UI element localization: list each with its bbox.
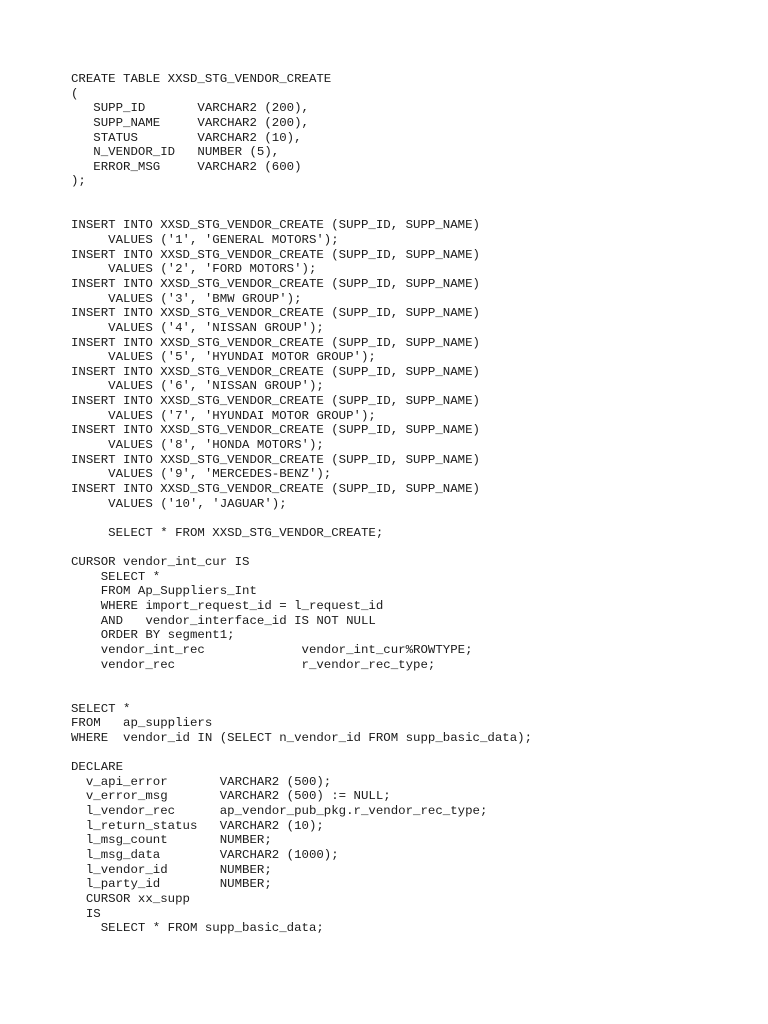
code-line: VALUES ('3', 'BMW GROUP'); bbox=[71, 291, 302, 306]
code-line bbox=[71, 687, 532, 702]
code-line bbox=[71, 204, 532, 219]
code-line: INSERT INTO XXSD_STG_VENDOR_CREATE (SUPP_ID, SUPP_NAME) bbox=[71, 481, 480, 496]
sql-code-block bbox=[71, 72, 532, 936]
code-line: FROM ap_suppliers bbox=[71, 716, 213, 731]
code-line: VALUES ('9', 'MERCEDES-BENZ'); bbox=[71, 467, 332, 482]
code-line: IS bbox=[71, 906, 101, 921]
code-line: vendor_int_rec vendor_int_cur%ROWTYPE; bbox=[71, 642, 473, 657]
code-line: ERROR_MSG VARCHAR2 (600) bbox=[71, 159, 302, 174]
code-line: CURSOR vendor_int_cur IS bbox=[71, 555, 250, 570]
code-line: INSERT INTO XXSD_STG_VENDOR_CREATE (SUPP_ID, SUPP_NAME) bbox=[71, 218, 480, 233]
code-line bbox=[71, 672, 532, 687]
code-line: VALUES ('6', 'NISSAN GROUP'); bbox=[71, 379, 324, 394]
code-line: FROM Ap_Suppliers_Int bbox=[71, 584, 257, 599]
code-line: l_vendor_rec ap_vendor_pub_pkg.r_vendor_rec_type; bbox=[71, 804, 488, 819]
code-line: INSERT INTO XXSD_STG_VENDOR_CREATE (SUPP_ID, SUPP_NAME) bbox=[71, 335, 480, 350]
code-line: INSERT INTO XXSD_STG_VENDOR_CREATE (SUPP_ID, SUPP_NAME) bbox=[71, 423, 480, 438]
code-line: v_error_msg VARCHAR2 (500) := NULL; bbox=[71, 789, 391, 804]
code-line: INSERT INTO XXSD_STG_VENDOR_CREATE (SUPP_ID, SUPP_NAME) bbox=[71, 364, 480, 379]
code-line: VALUES ('8', 'HONDA MOTORS'); bbox=[71, 438, 324, 453]
code-line: VALUES ('10', 'JAGUAR'); bbox=[71, 496, 287, 511]
code-line: CURSOR xx_supp bbox=[71, 891, 190, 906]
code-line: WHERE vendor_id IN (SELECT n_vendor_id FROM supp_basic_data); bbox=[71, 730, 533, 745]
code-line: l_msg_data VARCHAR2 (1000); bbox=[71, 847, 339, 862]
code-line: l_msg_count NUMBER; bbox=[71, 833, 272, 848]
code-line: SUPP_NAME VARCHAR2 (200), bbox=[71, 115, 309, 130]
code-line: AND vendor_interface_id IS NOT NULL bbox=[71, 613, 376, 628]
code-line: N_VENDOR_ID NUMBER (5), bbox=[71, 145, 280, 160]
code-line: v_api_error VARCHAR2 (500); bbox=[71, 774, 332, 789]
code-line: SELECT * FROM XXSD_STG_VENDOR_CREATE; bbox=[71, 525, 384, 540]
code-line: SELECT * FROM supp_basic_data; bbox=[71, 921, 324, 936]
code-line: ORDER BY segment1; bbox=[71, 628, 235, 643]
code-line: ( bbox=[71, 86, 79, 101]
code-line: VALUES ('4', 'NISSAN GROUP'); bbox=[71, 320, 324, 335]
code-line bbox=[71, 745, 532, 760]
code-line bbox=[71, 189, 532, 204]
code-line: INSERT INTO XXSD_STG_VENDOR_CREATE (SUPP_ID, SUPP_NAME) bbox=[71, 452, 480, 467]
code-line: INSERT INTO XXSD_STG_VENDOR_CREATE (SUPP_ID, SUPP_NAME) bbox=[71, 247, 480, 262]
code-line: SUPP_ID VARCHAR2 (200), bbox=[71, 101, 309, 116]
code-line: CREATE TABLE XXSD_STG_VENDOR_CREATE bbox=[71, 72, 332, 86]
code-line: DECLARE bbox=[71, 760, 124, 775]
code-line: l_return_status VARCHAR2 (10); bbox=[71, 818, 324, 833]
code-line: VALUES ('1', 'GENERAL MOTORS'); bbox=[71, 233, 339, 248]
code-line: WHERE import_request_id = l_request_id bbox=[71, 599, 384, 614]
code-line: SELECT * bbox=[71, 701, 131, 716]
code-line: VALUES ('2', 'FORD MOTORS'); bbox=[71, 262, 317, 277]
code-line: INSERT INTO XXSD_STG_VENDOR_CREATE (SUPP_ID, SUPP_NAME) bbox=[71, 394, 480, 409]
code-line: VALUES ('7', 'HYUNDAI MOTOR GROUP'); bbox=[71, 408, 376, 423]
code-line: INSERT INTO XXSD_STG_VENDOR_CREATE (SUPP_ID, SUPP_NAME) bbox=[71, 276, 480, 291]
code-line: STATUS VARCHAR2 (10), bbox=[71, 130, 302, 145]
code-line: l_party_id NUMBER; bbox=[71, 877, 272, 892]
code-line: VALUES ('5', 'HYUNDAI MOTOR GROUP'); bbox=[71, 350, 376, 365]
code-line bbox=[71, 541, 532, 556]
code-line: l_vendor_id NUMBER; bbox=[71, 862, 272, 877]
code-line bbox=[71, 511, 532, 526]
code-line: ); bbox=[71, 174, 86, 189]
code-line: SELECT * bbox=[71, 569, 161, 584]
code-line: vendor_rec r_vendor_rec_type; bbox=[71, 657, 436, 672]
code-line: INSERT INTO XXSD_STG_VENDOR_CREATE (SUPP_ID, SUPP_NAME) bbox=[71, 306, 480, 321]
